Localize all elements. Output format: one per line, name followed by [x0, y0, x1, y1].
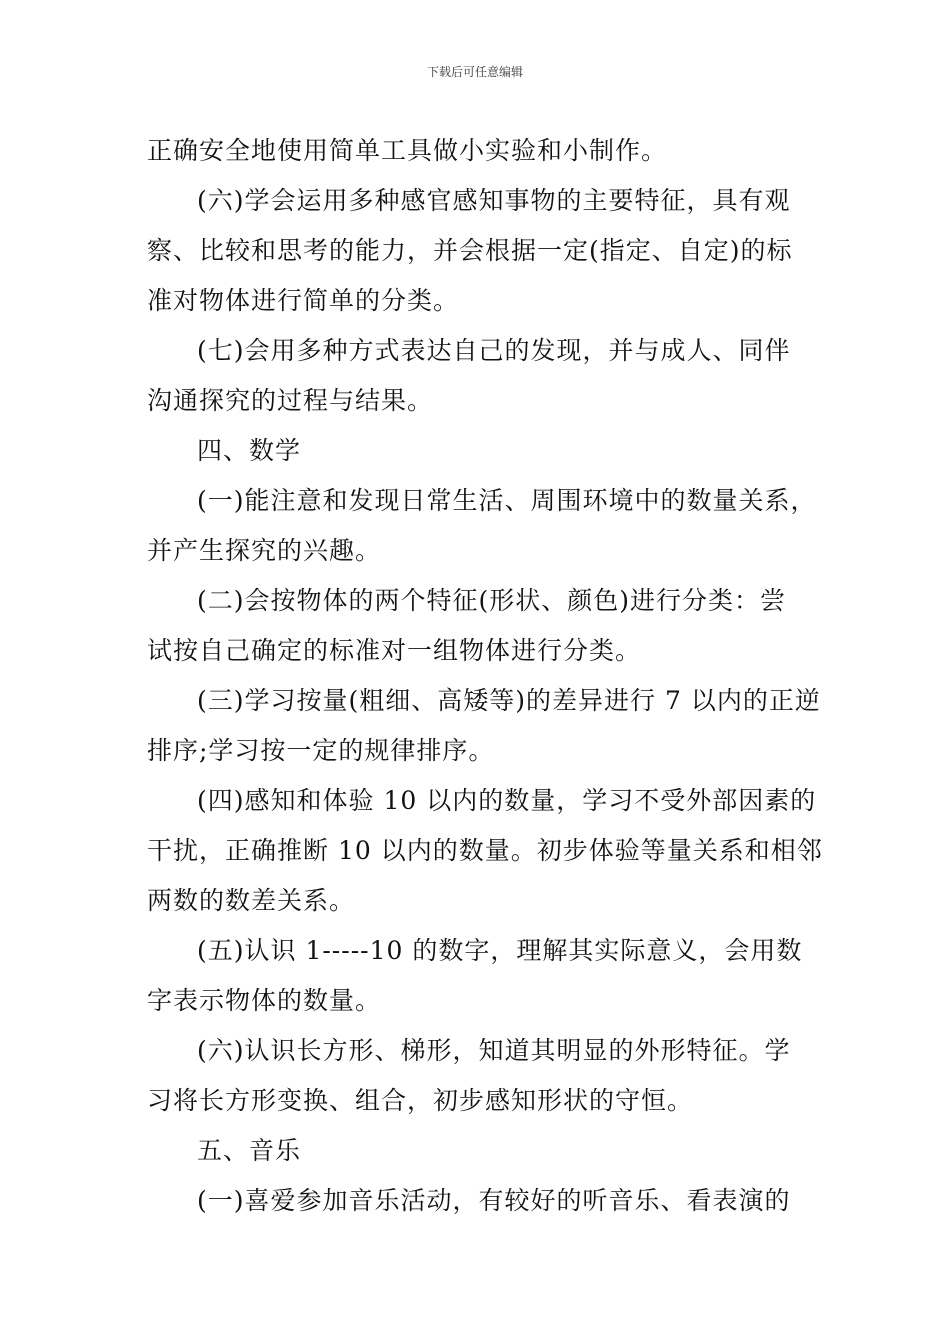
text-line: (四)感知和体验 10 以内的数量，学习不受外部因素的 [197, 786, 817, 815]
text-line: (七)会用多种方式表达自己的发现，并与成人、同伴 [197, 336, 791, 365]
text-line: 习将长方形变换、组合，初步感知形状的守恒。 [147, 1086, 694, 1115]
text-line: 试按自己确定的标准对一组物体进行分类。 [147, 636, 642, 665]
page-header: 下载后可任意编辑 [426, 65, 523, 79]
text-line: (二)会按物体的两个特征(形状、颜色)进行分类：尝 [197, 586, 787, 615]
text-line: 字表示物体的数量。 [147, 986, 382, 1015]
text-line: 并产生探究的兴趣。 [147, 536, 382, 565]
text-line: (一)能注意和发现日常生活、周围环境中的数量关系， [197, 486, 817, 515]
text-line: 排序;学习按一定的规律排序。 [147, 736, 495, 765]
text-line: 准对物体进行简单的分类。 [147, 286, 460, 315]
document-body [147, 126, 823, 1226]
text-line: (一)喜爱参加音乐活动，有较好的听音乐、看表演的 [197, 1186, 791, 1215]
section-heading: 五、音乐 [197, 1136, 302, 1165]
text-line: 干扰，正确推断 10 以内的数量。初步体验等量关系和相邻 [147, 836, 823, 865]
text-line: 沟通探究的过程与结果。 [147, 386, 434, 415]
section-heading: 四、数学 [197, 436, 302, 465]
text-line: 两数的数差关系。 [147, 886, 356, 915]
text-line: 正确安全地使用简单工具做小实验和小制作。 [147, 136, 668, 165]
text-line: (五)认识 1-----10 的数字，理解其实际意义，会用数 [197, 936, 803, 965]
text-line: (六)认识长方形、梯形，知道其明显的外形特征。学 [197, 1036, 791, 1065]
text-line: (三)学习按量(粗细、高矮等)的差异进行 7 以内的正逆 [197, 686, 821, 715]
text-line: 察、比较和思考的能力，并会根据一定(指定、自定)的标 [147, 236, 793, 265]
text-line: (六)学会运用多种感官感知事物的主要特征，具有观 [197, 186, 791, 215]
